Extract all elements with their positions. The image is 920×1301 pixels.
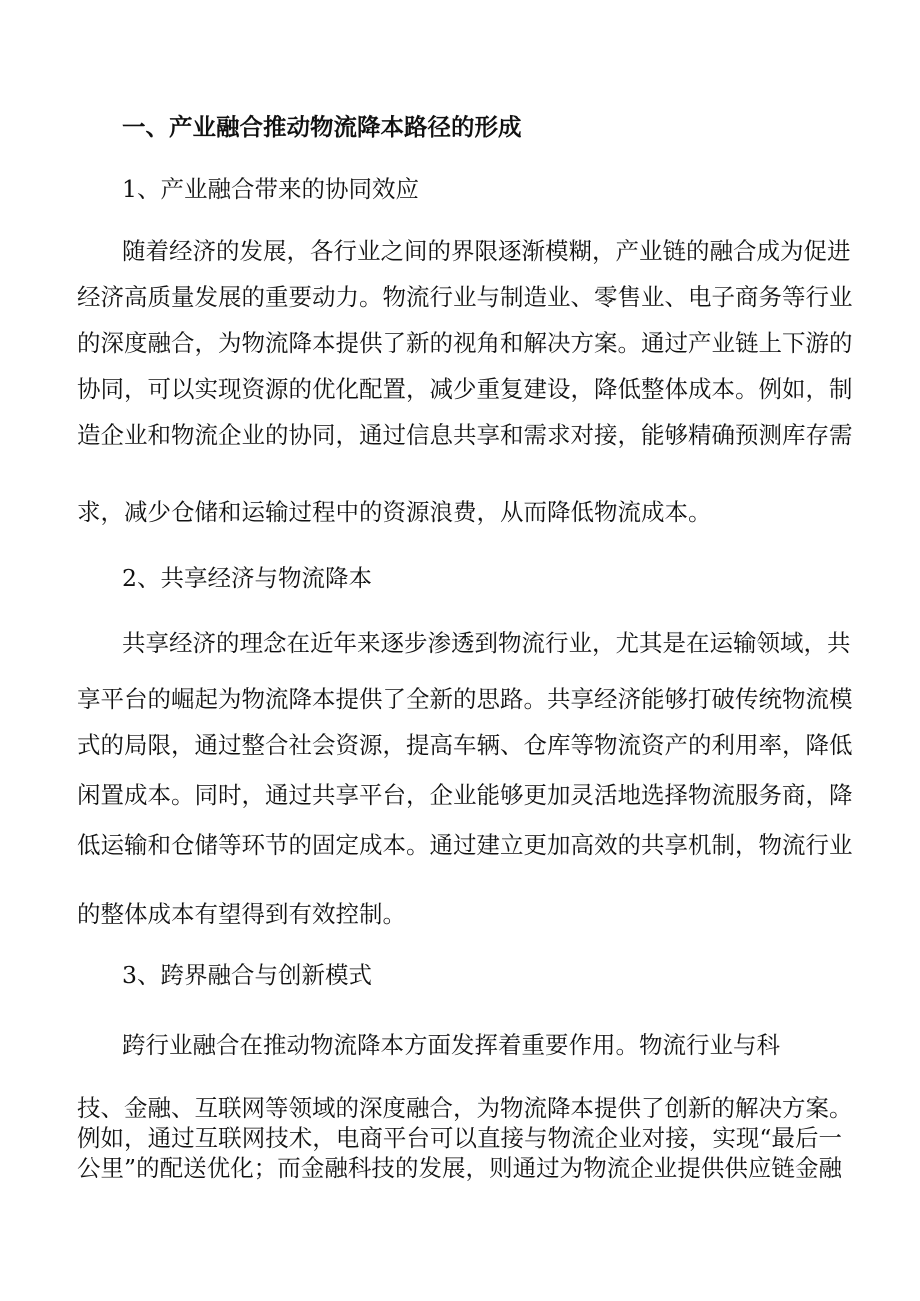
subheading-1: 1、产业融合带来的协同效应	[122, 175, 419, 203]
paragraph-1-line-5: 造企业和物流企业的协同，通过信息共享和需求对接，能够精确预测库存需	[77, 421, 853, 449]
paragraph-1-line-4: 协同，可以实现资源的优化配置，减少重复建设，降低整体成本。例如，制	[77, 375, 853, 403]
paragraph-1-line-3: 的深度融合，为物流降本提供了新的视角和解决方案。通过产业链上下游的	[77, 329, 853, 357]
paragraph-1-line-1: 随着经济的发展，各行业之间的界限逐渐模糊，产业链的融合成为促进	[122, 237, 851, 265]
subheading-3: 3、跨界融合与创新模式	[122, 961, 372, 989]
paragraph-3-line-4: 公里”的配送优化；而金融科技的发展，则通过为物流企业提供供应链金融	[77, 1154, 842, 1182]
section-heading: 一、产业融合推动物流降本路径的形成	[122, 113, 522, 141]
paragraph-2-line-5: 低运输和仓储等环节的固定成本。通过建立更加高效的共享机制，物流行业	[77, 831, 853, 859]
paragraph-3-line-2: 技、金融、互联网等领域的深度融合，为物流降本提供了创新的解决方案。	[77, 1094, 853, 1122]
paragraph-1-line-2: 经济高质量发展的重要动力。物流行业与制造业、零售业、电子商务等行业	[77, 283, 853, 311]
paragraph-3-line-1: 跨行业融合在推动物流降本方面发挥着重要作用。物流行业与科	[122, 1031, 780, 1059]
paragraph-2-line-3: 式的局限，通过整合社会资源，提高车辆、仓库等物流资产的利用率，降低	[77, 731, 853, 759]
paragraph-2-line-1: 共享经济的理念在近年来逐步渗透到物流行业，尤其是在运输领域，共	[122, 629, 851, 657]
paragraph-1-line-6: 求，减少仓储和运输过程中的资源浪费，从而降低物流成本。	[77, 498, 712, 526]
paragraph-2-line-2: 享平台的崛起为物流降本提供了全新的思路。共享经济能够打破传统物流模	[77, 685, 853, 713]
subheading-2: 2、共享经济与物流降本	[122, 564, 372, 592]
paragraph-2-line-6: 的整体成本有望得到有效控制。	[77, 900, 406, 928]
paragraph-2-line-4: 闲置成本。同时，通过共享平台，企业能够更加灵活地选择物流服务商，降	[77, 781, 853, 809]
paragraph-3-line-3: 例如，通过互联网技术，电商平台可以直接与物流企业对接，实现“最后一	[77, 1124, 842, 1152]
